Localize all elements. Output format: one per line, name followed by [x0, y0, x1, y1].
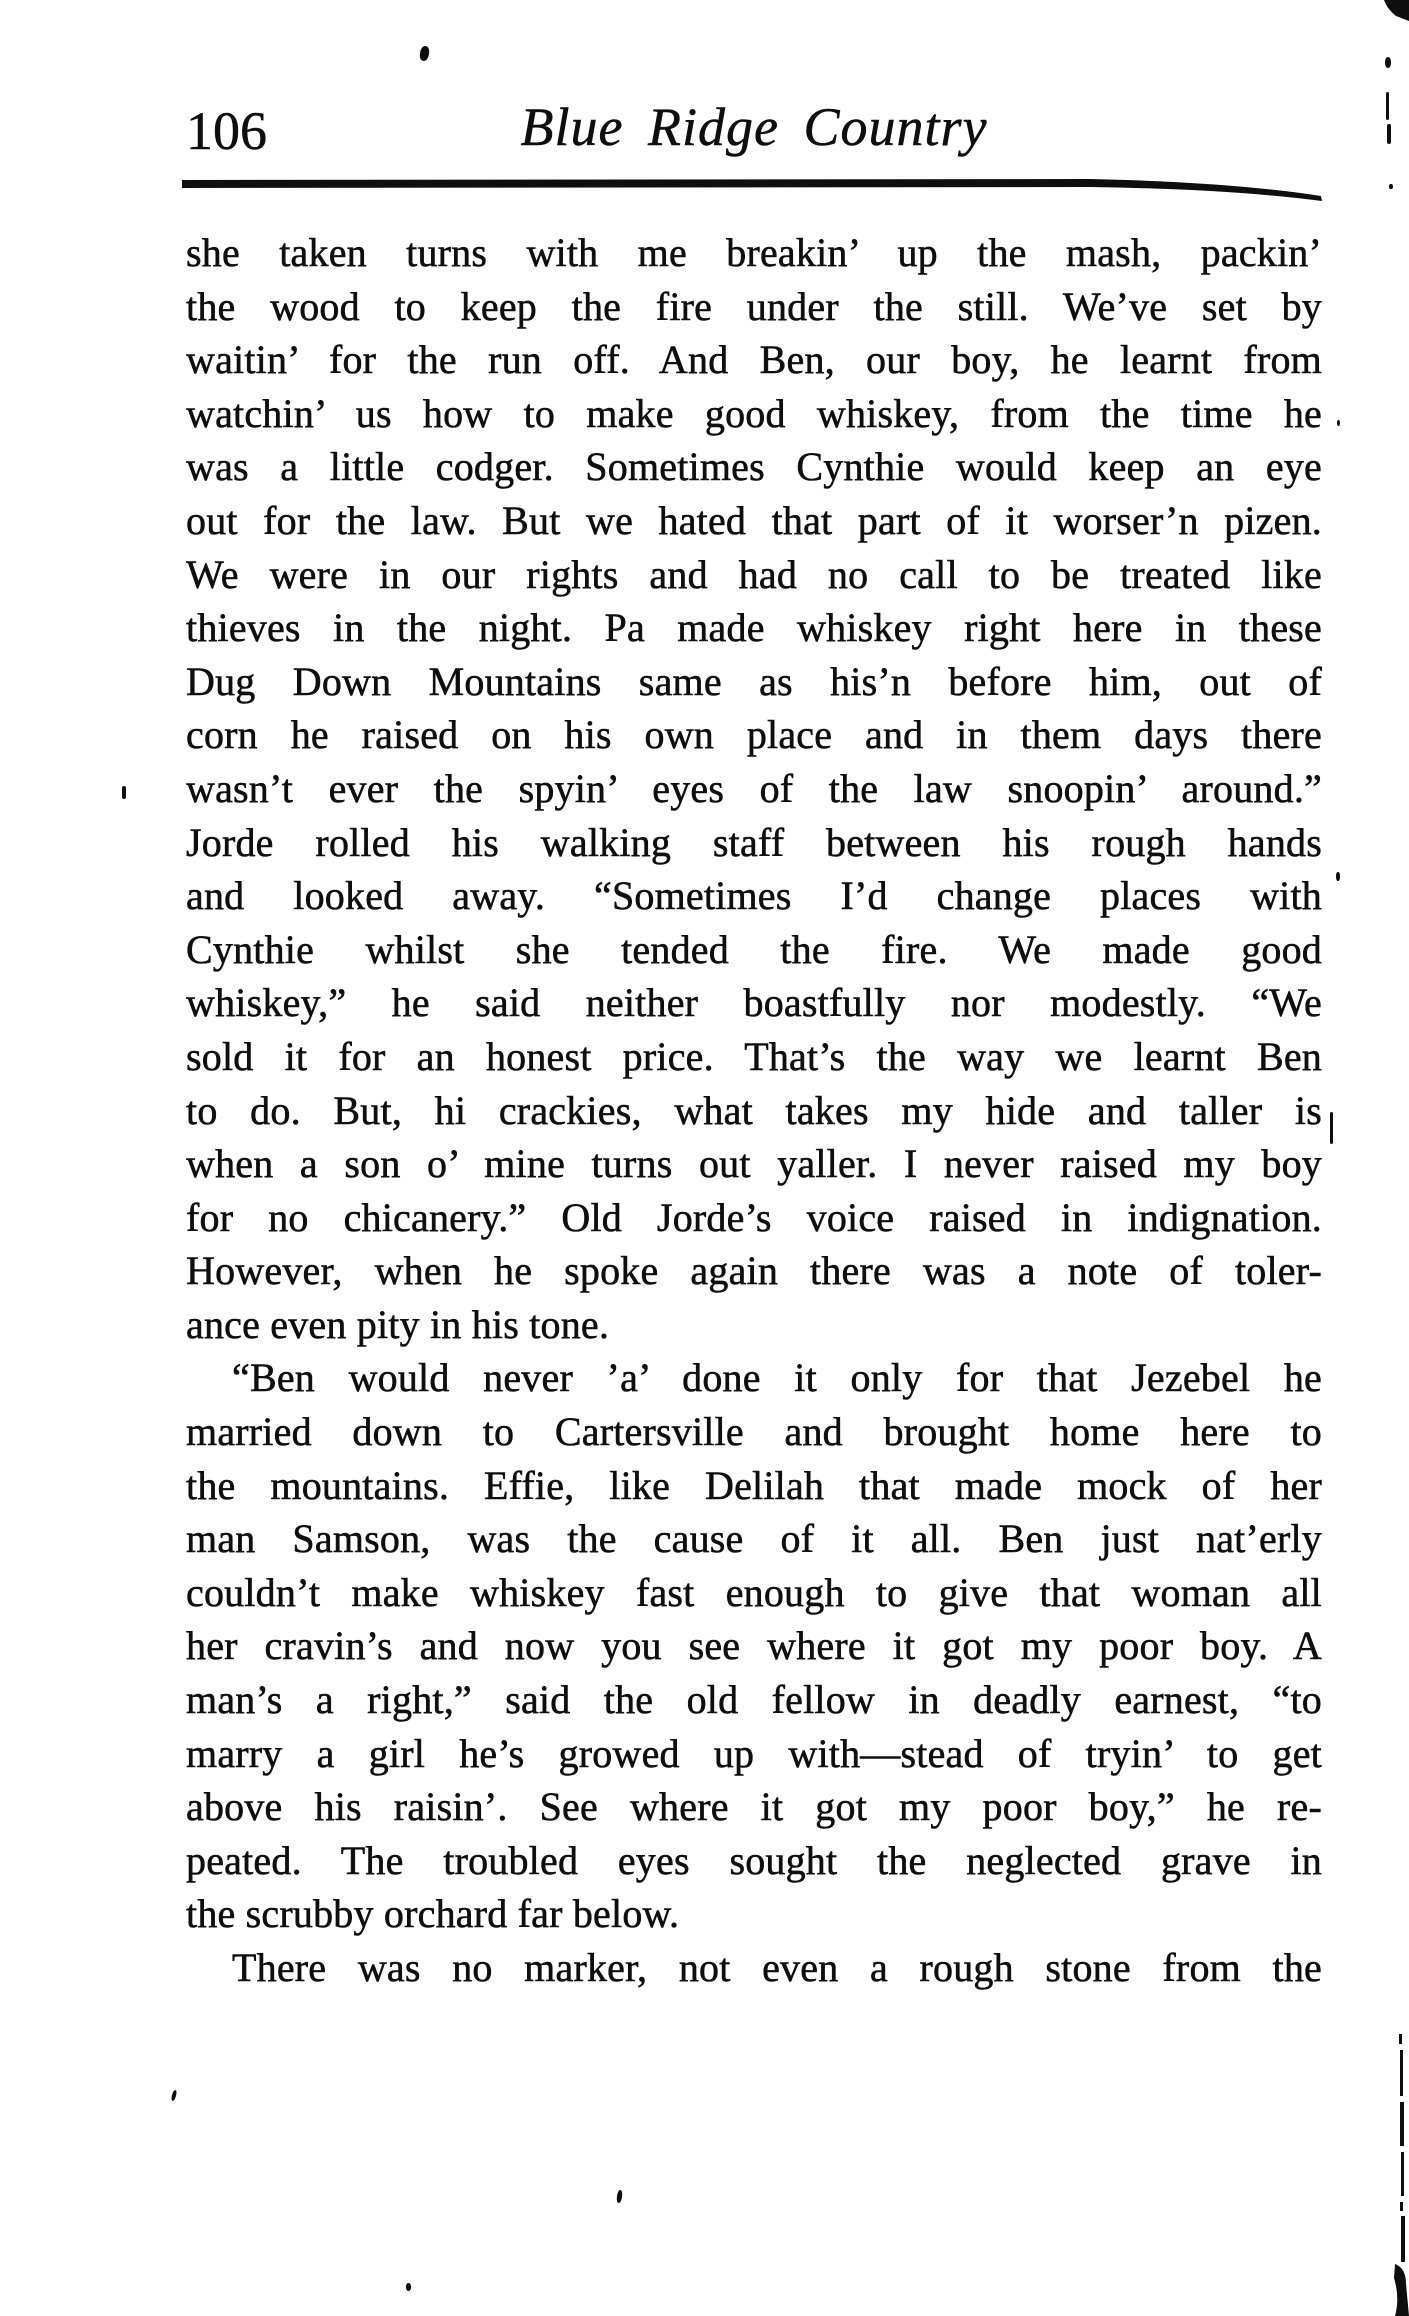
scan-speck: [1386, 92, 1389, 120]
page-edge-blob: [1394, 2264, 1409, 2316]
text-line: to do. But, hi crackies, what takes my hide and taller is: [186, 1087, 1322, 1133]
text-line: the scrubby orchard far below.: [186, 1891, 680, 1937]
text-line: sold it for an honest price. That’s the way we learnt Ben: [186, 1033, 1322, 1079]
text-line: waitin’ for the run off. And Ben, our boy, he learnt from: [186, 337, 1322, 383]
text-line: corn he raised on his own place and in them days there: [186, 712, 1322, 758]
page-edge-line: [1400, 2102, 1404, 2146]
text-line: and looked away. “Sometimes I’d change places with: [186, 873, 1322, 919]
text-block: [186, 226, 1322, 1995]
text-line: wasn’t ever the spyin’ eyes of the law snoopin’ around.”: [186, 765, 1322, 811]
text-line: However, when he spoke again there was a note of toler-: [186, 1248, 1322, 1294]
text-line: the mountains. Effie, like Delilah that made mock of her: [186, 1462, 1322, 1508]
header-rule: [182, 179, 1322, 201]
text-line: marry a girl he’s growed up with—stead of tryin’ to get: [186, 1730, 1322, 1776]
page-edge-line: [1400, 2050, 1403, 2096]
text-line: for no chicanery.” Old Jorde’s voice raised in indignation.: [186, 1194, 1322, 1240]
text-line: watchin’ us how to make good whiskey, from the time he: [186, 390, 1322, 436]
text-line: above his raisin’. See where it got my poor boy,” he re-: [186, 1784, 1322, 1830]
text-line: whiskey,” he said neither boastfully nor modestly. “We: [186, 980, 1322, 1026]
running-head-title: Blue Ridge Country: [520, 97, 988, 157]
text-line: There was no marker, not even a rough stone from the: [232, 1945, 1322, 1990]
scan-speck: [122, 786, 126, 799]
scan-speck: [419, 45, 430, 61]
text-line: was a little codger. Sometimes Cynthie would keep an eye: [186, 444, 1322, 490]
text-line: couldn’t make whiskey fast enough to give that woman all: [186, 1569, 1322, 1615]
page-edge-line: [1401, 2152, 1404, 2196]
scan-speck: [171, 2090, 178, 2102]
corner-mark: [1384, 0, 1409, 21]
text-line: Jorde rolled his walking staff between his rough hands: [186, 819, 1322, 865]
page-edge-line: [1401, 2216, 1405, 2262]
text-line: man’s a right,” said the old fellow in deadly earnest, “to: [186, 1677, 1322, 1723]
text-line: Cynthie whilst she tended the fire. We made good: [186, 926, 1322, 972]
text-line: “Ben would never ’a’ done it only for that Jezebel he: [232, 1355, 1322, 1401]
text-line: We were in our rights and had no call to be treated like: [186, 551, 1322, 597]
scan-speck: [1387, 124, 1391, 144]
text-line: she taken turns with me breakin’ up the mash, packin’: [186, 230, 1322, 275]
page-number: 106: [186, 101, 267, 161]
text-line: Dug Down Mountains same as his’n before him, out of: [186, 658, 1322, 704]
text-line: man Samson, was the cause of it all. Ben just nat’erly: [186, 1516, 1322, 1562]
text-line: the wood to keep the fire under the still. We’ve set by: [186, 283, 1322, 329]
text-line: ance even pity in his tone.: [186, 1301, 610, 1347]
scan-speck: [1389, 184, 1393, 189]
scan-speck: [1385, 57, 1391, 68]
scan-speck: [1336, 872, 1340, 881]
scan-speck: [406, 2283, 411, 2291]
text-line: her cravin’s and now you see where it got my poor boy. A: [186, 1623, 1322, 1669]
text-line: out for the law. But we hated that part of it worser’n pizen.: [186, 497, 1322, 543]
text-line: married down to Cartersville and brought home here to: [186, 1409, 1322, 1455]
text-line: peated. The troubled eyes sought the neglected grave in: [186, 1837, 1322, 1883]
page-edge-line: [1399, 2034, 1402, 2044]
scan-speck: [1330, 1112, 1333, 1144]
scan-speck: [616, 2190, 623, 2204]
text-line: when a son o’ mine turns out yaller. I never raised my boy: [186, 1141, 1322, 1187]
scan-speck: [1337, 420, 1340, 426]
text-line: thieves in the night. Pa made whiskey right here in these: [186, 605, 1322, 651]
page-edge-line: [1400, 2202, 1403, 2211]
